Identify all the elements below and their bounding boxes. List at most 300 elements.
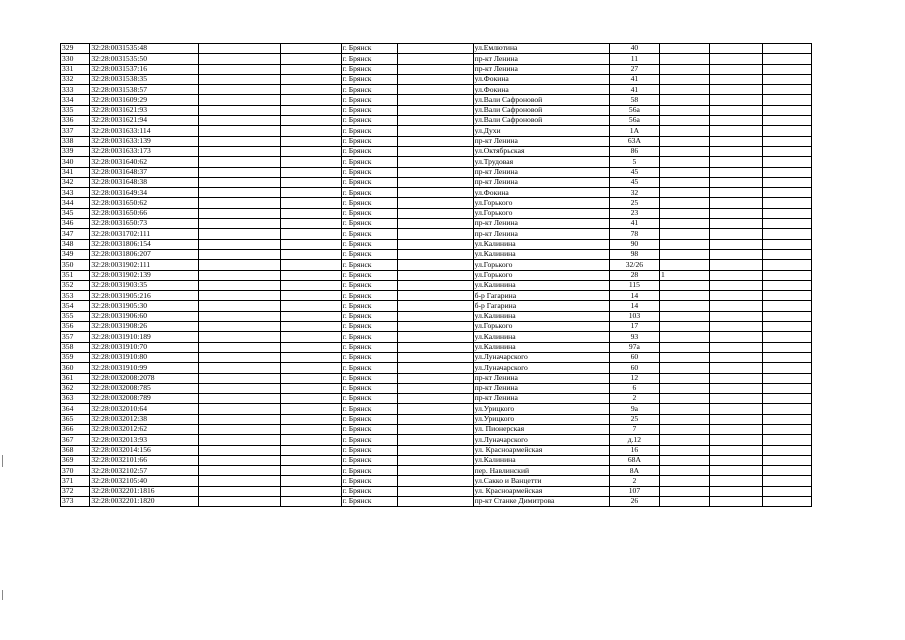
extra-cell xyxy=(660,157,710,167)
table-row xyxy=(61,136,812,146)
row-number-cell: 366 xyxy=(61,424,90,434)
city-cell: г. Брянск xyxy=(341,301,398,311)
empty-cell xyxy=(199,414,281,424)
empty-cell xyxy=(762,414,811,424)
extra-cell xyxy=(660,198,710,208)
cadastral-number-cell: 32:28:0032008:789 xyxy=(90,394,199,404)
extra-cell xyxy=(660,311,710,321)
cadastral-number-cell: 32:28:0031621:94 xyxy=(90,116,199,126)
empty-cell xyxy=(710,476,762,486)
empty-cell xyxy=(280,414,341,424)
empty-cell xyxy=(280,455,341,465)
empty-cell xyxy=(398,280,473,290)
empty-cell xyxy=(280,445,341,455)
empty-cell xyxy=(710,486,762,496)
row-number-cell: 337 xyxy=(61,126,90,136)
house-number-cell: д.12 xyxy=(609,435,659,445)
city-cell: г. Брянск xyxy=(341,136,398,146)
empty-cell xyxy=(398,44,473,54)
city-cell: г. Брянск xyxy=(341,54,398,64)
table-row xyxy=(61,414,812,424)
city-cell: г. Брянск xyxy=(341,466,398,476)
empty-cell xyxy=(762,466,811,476)
empty-cell xyxy=(398,85,473,95)
house-number-cell: 45 xyxy=(609,167,659,177)
row-number-cell: 342 xyxy=(61,177,90,187)
cadastral-number-cell: 32:28:0031535:48 xyxy=(90,44,199,54)
table-row xyxy=(61,177,812,187)
house-number-cell: 6 xyxy=(609,383,659,393)
empty-cell xyxy=(280,116,341,126)
city-cell: г. Брянск xyxy=(341,332,398,342)
table-row xyxy=(61,116,812,126)
empty-cell xyxy=(398,146,473,156)
house-number-cell: 25 xyxy=(609,198,659,208)
street-cell: ул.Калинина xyxy=(473,342,609,352)
property-register-table xyxy=(60,43,812,507)
empty-cell xyxy=(710,435,762,445)
row-number-cell: 364 xyxy=(61,404,90,414)
row-number-cell: 365 xyxy=(61,414,90,424)
empty-cell xyxy=(398,229,473,239)
empty-cell xyxy=(398,342,473,352)
table-row xyxy=(61,311,812,321)
street-cell: пер. Навлинский xyxy=(473,466,609,476)
table-row xyxy=(61,435,812,445)
cadastral-number-cell: 32:28:0031806:207 xyxy=(90,249,199,259)
extra-cell xyxy=(660,74,710,84)
empty-cell xyxy=(710,198,762,208)
empty-cell xyxy=(199,105,281,115)
empty-cell xyxy=(398,54,473,64)
empty-cell xyxy=(398,394,473,404)
street-cell: пр-кт Ленина xyxy=(473,136,609,146)
street-cell: пр-кт Станке Димитрова xyxy=(473,497,609,507)
cadastral-number-cell: 32:28:0031649:34 xyxy=(90,188,199,198)
street-cell: пр-кт Ленина xyxy=(473,167,609,177)
cadastral-number-cell: 32:28:0031609:29 xyxy=(90,95,199,105)
city-cell: г. Брянск xyxy=(341,455,398,465)
street-cell: ул.Вали Сафроновой xyxy=(473,116,609,126)
cadastral-number-cell: 32:28:0031538:35 xyxy=(90,74,199,84)
house-number-cell: 26 xyxy=(609,497,659,507)
cadastral-number-cell: 32:28:0031902:111 xyxy=(90,260,199,270)
empty-cell xyxy=(762,424,811,434)
cadastral-number-cell: 32:28:0031903:35 xyxy=(90,280,199,290)
row-number-cell: 343 xyxy=(61,188,90,198)
row-number-cell: 336 xyxy=(61,116,90,126)
row-number-cell: 373 xyxy=(61,497,90,507)
empty-cell xyxy=(762,74,811,84)
table-row xyxy=(61,219,812,229)
empty-cell xyxy=(199,332,281,342)
street-cell: ул.Луначарского xyxy=(473,363,609,373)
empty-cell xyxy=(710,208,762,218)
table-row xyxy=(61,394,812,404)
empty-cell xyxy=(710,404,762,414)
empty-cell xyxy=(199,198,281,208)
street-cell: ул.Вали Сафроновой xyxy=(473,105,609,115)
city-cell: г. Брянск xyxy=(341,219,398,229)
empty-cell xyxy=(710,177,762,187)
street-cell: ул. Красноармейская xyxy=(473,486,609,496)
empty-cell xyxy=(762,136,811,146)
street-cell: ул.Емлютина xyxy=(473,44,609,54)
empty-cell xyxy=(199,74,281,84)
street-cell: пр-кт Ленина xyxy=(473,229,609,239)
empty-cell xyxy=(398,239,473,249)
empty-cell xyxy=(199,136,281,146)
street-cell: пр-кт Ленина xyxy=(473,383,609,393)
cadastral-number-cell: 32:28:0031910:189 xyxy=(90,332,199,342)
empty-cell xyxy=(199,497,281,507)
cadastral-number-cell: 32:28:0031905:30 xyxy=(90,301,199,311)
city-cell: г. Брянск xyxy=(341,146,398,156)
cadastral-number-cell: 32:28:0031902:139 xyxy=(90,270,199,280)
empty-cell xyxy=(199,342,281,352)
empty-cell xyxy=(199,486,281,496)
empty-cell xyxy=(710,85,762,95)
extra-cell xyxy=(660,332,710,342)
street-cell: б-р Гагарина xyxy=(473,291,609,301)
empty-cell xyxy=(710,342,762,352)
empty-cell xyxy=(710,126,762,136)
extra-cell xyxy=(660,229,710,239)
house-number-cell: 23 xyxy=(609,208,659,218)
table-row xyxy=(61,373,812,383)
table-row xyxy=(61,167,812,177)
city-cell: г. Брянск xyxy=(341,249,398,259)
empty-cell xyxy=(710,116,762,126)
house-number-cell: 5 xyxy=(609,157,659,167)
empty-cell xyxy=(398,249,473,259)
cadastral-number-cell: 32:28:0031650:62 xyxy=(90,198,199,208)
empty-cell xyxy=(710,301,762,311)
table-row xyxy=(61,239,812,249)
house-number-cell: 9а xyxy=(609,404,659,414)
extra-cell xyxy=(660,342,710,352)
empty-cell xyxy=(280,64,341,74)
extra-cell xyxy=(660,424,710,434)
table-row xyxy=(61,497,812,507)
house-number-cell: 56а xyxy=(609,105,659,115)
cadastral-number-cell: 32:28:0031648:38 xyxy=(90,177,199,187)
empty-cell xyxy=(280,332,341,342)
empty-cell xyxy=(199,208,281,218)
empty-cell xyxy=(762,126,811,136)
extra-cell xyxy=(660,249,710,259)
empty-cell xyxy=(710,280,762,290)
empty-cell xyxy=(280,383,341,393)
empty-cell xyxy=(398,414,473,424)
empty-cell xyxy=(398,497,473,507)
empty-cell xyxy=(199,455,281,465)
city-cell: г. Брянск xyxy=(341,311,398,321)
empty-cell xyxy=(199,322,281,332)
city-cell: г. Брянск xyxy=(341,116,398,126)
table-row xyxy=(61,146,812,156)
empty-cell xyxy=(280,260,341,270)
empty-cell xyxy=(762,342,811,352)
city-cell: г. Брянск xyxy=(341,383,398,393)
cadastral-number-cell: 32:28:0031806:154 xyxy=(90,239,199,249)
table-row xyxy=(61,249,812,259)
empty-cell xyxy=(199,54,281,64)
cadastral-number-cell: 32:28:0031648:37 xyxy=(90,167,199,177)
cadastral-number-cell: 32:28:0031910:80 xyxy=(90,352,199,362)
empty-cell xyxy=(199,311,281,321)
empty-cell xyxy=(398,167,473,177)
empty-cell xyxy=(762,188,811,198)
empty-cell xyxy=(280,44,341,54)
row-number-cell: 361 xyxy=(61,373,90,383)
empty-cell xyxy=(398,383,473,393)
extra-cell xyxy=(660,445,710,455)
street-cell: ул.Калинина xyxy=(473,280,609,290)
row-number-cell: 367 xyxy=(61,435,90,445)
house-number-cell: 115 xyxy=(609,280,659,290)
row-number-cell: 329 xyxy=(61,44,90,54)
table-row xyxy=(61,260,812,270)
empty-cell xyxy=(762,198,811,208)
empty-cell xyxy=(199,260,281,270)
street-cell: пр-кт Ленина xyxy=(473,373,609,383)
empty-cell xyxy=(280,85,341,95)
extra-cell xyxy=(660,44,710,54)
extra-cell xyxy=(660,291,710,301)
city-cell: г. Брянск xyxy=(341,208,398,218)
city-cell: г. Брянск xyxy=(341,435,398,445)
row-number-cell: 351 xyxy=(61,270,90,280)
empty-cell xyxy=(280,497,341,507)
row-number-cell: 334 xyxy=(61,95,90,105)
extra-cell xyxy=(660,373,710,383)
empty-cell xyxy=(762,54,811,64)
empty-cell xyxy=(762,322,811,332)
cadastral-number-cell: 32:28:0032105:40 xyxy=(90,476,199,486)
empty-cell xyxy=(762,455,811,465)
empty-cell xyxy=(710,322,762,332)
house-number-cell: 27 xyxy=(609,64,659,74)
empty-cell xyxy=(199,188,281,198)
city-cell: г. Брянск xyxy=(341,198,398,208)
house-number-cell: 14 xyxy=(609,301,659,311)
street-cell: пр-кт Ленина xyxy=(473,219,609,229)
empty-cell xyxy=(762,476,811,486)
extra-cell xyxy=(660,435,710,445)
empty-cell xyxy=(710,414,762,424)
extra-cell xyxy=(660,208,710,218)
empty-cell xyxy=(762,404,811,414)
city-cell: г. Брянск xyxy=(341,85,398,95)
street-cell: б-р Гагарина xyxy=(473,301,609,311)
empty-cell xyxy=(280,301,341,311)
scan-artifact xyxy=(2,455,3,467)
empty-cell xyxy=(762,291,811,301)
extra-cell xyxy=(660,404,710,414)
street-cell: ул.Духи xyxy=(473,126,609,136)
row-number-cell: 335 xyxy=(61,105,90,115)
empty-cell xyxy=(199,116,281,126)
empty-cell xyxy=(762,157,811,167)
empty-cell xyxy=(280,352,341,362)
empty-cell xyxy=(762,301,811,311)
empty-cell xyxy=(199,435,281,445)
extra-cell xyxy=(660,126,710,136)
empty-cell xyxy=(762,146,811,156)
extra-cell xyxy=(660,486,710,496)
city-cell: г. Брянск xyxy=(341,445,398,455)
empty-cell xyxy=(398,373,473,383)
extra-cell xyxy=(660,476,710,486)
empty-cell xyxy=(398,105,473,115)
house-number-cell: 58 xyxy=(609,95,659,105)
empty-cell xyxy=(398,332,473,342)
extra-cell xyxy=(660,301,710,311)
empty-cell xyxy=(199,280,281,290)
empty-cell xyxy=(280,198,341,208)
empty-cell xyxy=(280,188,341,198)
cadastral-number-cell: 32:28:0032102:57 xyxy=(90,466,199,476)
cadastral-number-cell: 32:28:0032014:156 xyxy=(90,445,199,455)
table-row xyxy=(61,476,812,486)
city-cell: г. Брянск xyxy=(341,363,398,373)
extra-cell xyxy=(660,497,710,507)
table-row xyxy=(61,44,812,54)
table-row xyxy=(61,455,812,465)
table-row xyxy=(61,352,812,362)
table-row xyxy=(61,486,812,496)
city-cell: г. Брянск xyxy=(341,322,398,332)
cadastral-number-cell: 32:28:0031537:16 xyxy=(90,64,199,74)
extra-cell xyxy=(660,136,710,146)
empty-cell xyxy=(762,239,811,249)
cadastral-number-cell: 32:28:0032012:38 xyxy=(90,414,199,424)
empty-cell xyxy=(199,466,281,476)
house-number-cell: 78 xyxy=(609,229,659,239)
cadastral-number-cell: 32:28:0032201:1820 xyxy=(90,497,199,507)
empty-cell xyxy=(199,167,281,177)
cadastral-number-cell: 32:28:0031906:60 xyxy=(90,311,199,321)
empty-cell xyxy=(398,476,473,486)
empty-cell xyxy=(398,322,473,332)
row-number-cell: 363 xyxy=(61,394,90,404)
empty-cell xyxy=(710,188,762,198)
empty-cell xyxy=(710,497,762,507)
table-row xyxy=(61,466,812,476)
empty-cell xyxy=(710,64,762,74)
row-number-cell: 372 xyxy=(61,486,90,496)
extra-cell xyxy=(660,219,710,229)
extra-cell xyxy=(660,85,710,95)
cadastral-number-cell: 32:28:0031702:111 xyxy=(90,229,199,239)
empty-cell xyxy=(398,126,473,136)
city-cell: г. Брянск xyxy=(341,177,398,187)
cadastral-number-cell: 32:28:0031910:99 xyxy=(90,363,199,373)
empty-cell xyxy=(710,74,762,84)
extra-cell xyxy=(660,280,710,290)
empty-cell xyxy=(762,363,811,373)
empty-cell xyxy=(398,157,473,167)
table-row xyxy=(61,208,812,218)
table-row xyxy=(61,74,812,84)
empty-cell xyxy=(762,280,811,290)
empty-cell xyxy=(280,476,341,486)
house-number-cell: 56а xyxy=(609,116,659,126)
cadastral-number-cell: 32:28:0031633:139 xyxy=(90,136,199,146)
city-cell: г. Брянск xyxy=(341,342,398,352)
empty-cell xyxy=(280,136,341,146)
empty-cell xyxy=(398,208,473,218)
empty-cell xyxy=(280,74,341,84)
row-number-cell: 371 xyxy=(61,476,90,486)
city-cell: г. Брянск xyxy=(341,105,398,115)
empty-cell xyxy=(398,177,473,187)
house-number-cell: 41 xyxy=(609,74,659,84)
table-row xyxy=(61,188,812,198)
extra-cell xyxy=(660,322,710,332)
empty-cell xyxy=(280,105,341,115)
street-cell: пр-кт Ленина xyxy=(473,177,609,187)
empty-cell xyxy=(199,383,281,393)
house-number-cell: 12 xyxy=(609,373,659,383)
house-number-cell: 86 xyxy=(609,146,659,156)
empty-cell xyxy=(762,44,811,54)
row-number-cell: 353 xyxy=(61,291,90,301)
empty-cell xyxy=(199,126,281,136)
street-cell: ул.Горького xyxy=(473,198,609,208)
empty-cell xyxy=(762,116,811,126)
street-cell: ул.Фокина xyxy=(473,74,609,84)
empty-cell xyxy=(398,260,473,270)
empty-cell xyxy=(710,95,762,105)
empty-cell xyxy=(280,373,341,383)
row-number-cell: 341 xyxy=(61,167,90,177)
empty-cell xyxy=(710,239,762,249)
empty-cell xyxy=(398,363,473,373)
empty-cell xyxy=(280,486,341,496)
street-cell: ул.Луначарского xyxy=(473,435,609,445)
extra-cell xyxy=(660,177,710,187)
empty-cell xyxy=(199,95,281,105)
empty-cell xyxy=(710,219,762,229)
city-cell: г. Брянск xyxy=(341,229,398,239)
empty-cell xyxy=(199,239,281,249)
house-number-cell: 40 xyxy=(609,44,659,54)
empty-cell xyxy=(710,373,762,383)
table-row xyxy=(61,424,812,434)
street-cell: ул. Красноармейская xyxy=(473,445,609,455)
empty-cell xyxy=(280,177,341,187)
row-number-cell: 347 xyxy=(61,229,90,239)
house-number-cell: 7 xyxy=(609,424,659,434)
empty-cell xyxy=(199,291,281,301)
empty-cell xyxy=(398,74,473,84)
cadastral-number-cell: 32:28:0031538:57 xyxy=(90,85,199,95)
empty-cell xyxy=(398,352,473,362)
empty-cell xyxy=(398,64,473,74)
house-number-cell: 45 xyxy=(609,177,659,187)
city-cell: г. Брянск xyxy=(341,260,398,270)
empty-cell xyxy=(280,239,341,249)
street-cell: ул.Горького xyxy=(473,270,609,280)
empty-cell xyxy=(199,44,281,54)
empty-cell xyxy=(710,136,762,146)
empty-cell xyxy=(280,54,341,64)
empty-cell xyxy=(762,497,811,507)
empty-cell xyxy=(762,270,811,280)
empty-cell xyxy=(199,85,281,95)
